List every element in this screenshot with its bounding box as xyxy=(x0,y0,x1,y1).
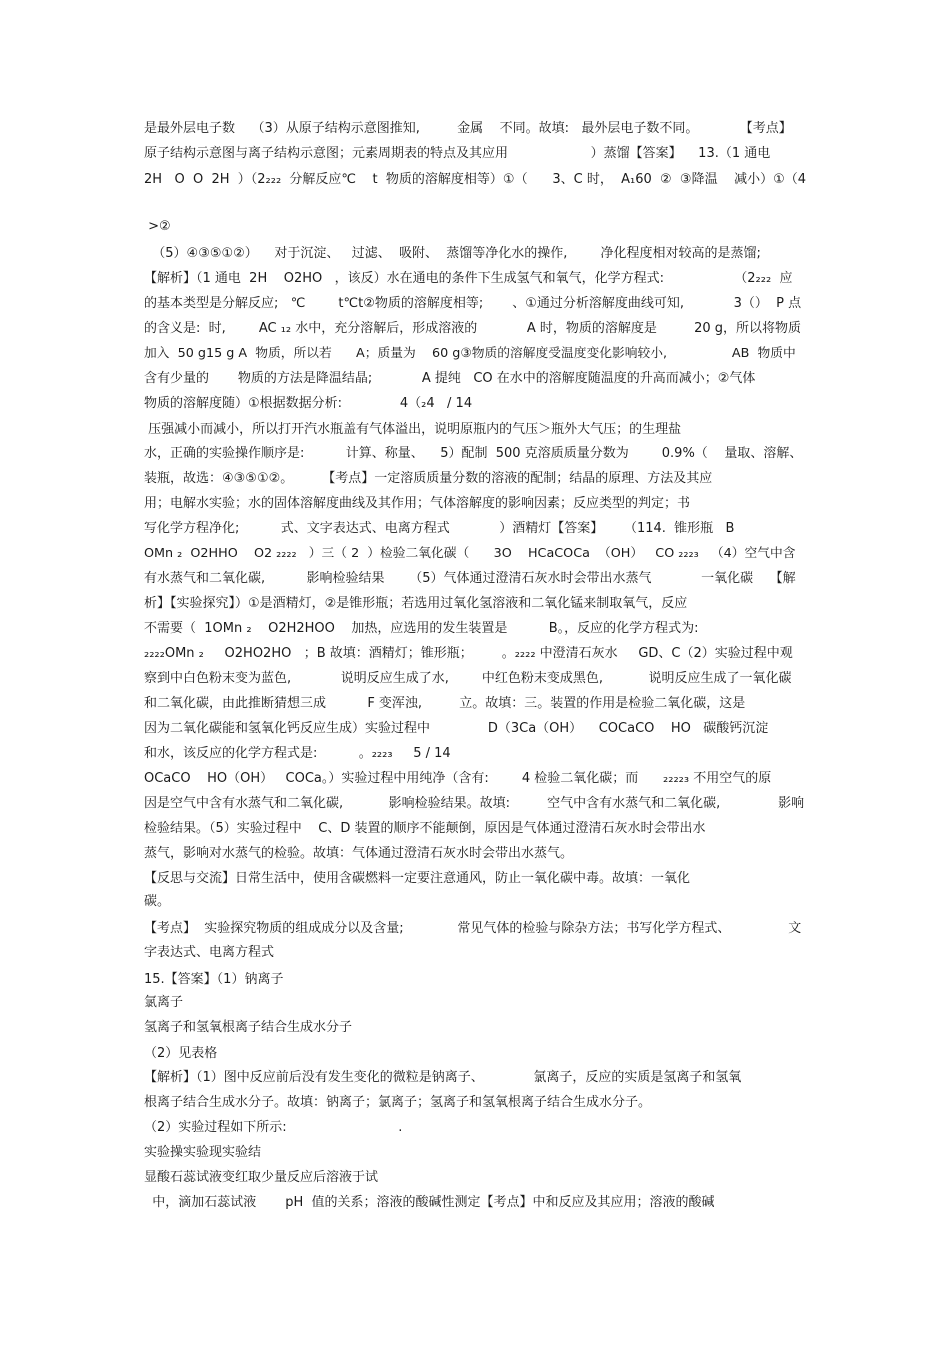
text-line: 是最外层电子数 （3）从原子结构示意图推知, 金属 不同。故填: 最外层电子数不同。 【考点】 xyxy=(144,121,792,136)
text-line: 水，正确的实验操作顺序是: 计算、称量、 5）配制 500 克溶质质量分数为 0.9%（ 量取、溶解、 xyxy=(144,446,803,461)
text-line: 物质的溶解度随）①根据数据分析: 4（₂4 / 14 xyxy=(144,396,473,411)
text-line: 氯离子 xyxy=(144,995,184,1010)
text-line: 因是空气中含有水蒸气和二氧化碳, 影响检验结果。故填: 空气中含有水蒸气和二氧化碳, 影响 xyxy=(144,796,805,811)
text-line: 和水，该反应的化学方程式是: 。₂₂₂₃ 5 / 14 xyxy=(144,746,451,761)
text-line: 含有少量的 物质的方法是降温结晶; A 提纯 CO 在水中的溶解度随温度的升高而减小；②气体 xyxy=(144,371,756,386)
text-line: 【考点】 实验探究物质的组成成分以及含量; 常见气体的检验与除杂方法；书写化学方程式、 文 xyxy=(144,921,802,936)
text-line: 根离子结合生成水分子。故填：钠离子；氯离子；氢离子和氢氧根离子结合生成水分子。 xyxy=(144,1095,652,1110)
text-line: >② xyxy=(144,219,171,234)
text-line: ₂₂₂₂OMn ₂ O2HO2HO ；B 故填：酒精灯；锥形瓶； 。₂₂₂₂ 中澄清石灰水 GD、C（2）实验过程中观 xyxy=(144,646,793,661)
text-line: OCaCO HO（OH） COCa。）实验过程中用纯净（含有: 4 检验二氧化碳；而 ₂₂₂₂₃ 不用空气的原 xyxy=(144,771,772,786)
text-line: 原子结构示意图与离子结构示意图；元素周期表的特点及其应用 ）蒸馏【答案】 13.（1 通电 xyxy=(144,146,771,161)
text-line: 【解析】（1）图中反应前后没有发生变化的微粒是钠离子、 氯离子，反应的实质是氢离子和氢氧 xyxy=(144,1070,742,1085)
text-line: （2）见表格 xyxy=(144,1046,218,1061)
text-line: 和二氧化碳，由此推断猜想三成 F 变浑浊, 立。故填：三。装置的作用是检验二氧化碳，这是 xyxy=(144,696,746,711)
text-line: 实验操实验现实验结 xyxy=(144,1145,262,1160)
text-line: 的含义是: 时, AC ₁₂ 水中，充分溶解后，形成溶液的 A 时，物质的溶解度是 20 g，所以将物质 xyxy=(144,321,801,336)
text-line: 析】【实验探究】）①是酒精灯，②是锥形瓶；若选用过氧化氢溶液和二氧化锰来制取氧气，反应 xyxy=(144,596,688,611)
text-line: 检验结果。（5）实验过程中 C、D 装置的顺序不能颠倒，原因是气体通过澄清石灰水时会带出水 xyxy=(144,821,706,836)
text-line: 字表达式、电离方程式 xyxy=(144,945,275,960)
text-line: 中，滴加石蕊试液 pH 值的关系；溶液的酸碱性测定【考点】中和反应及其应用；溶液的酸碱 xyxy=(144,1195,715,1210)
text-line: 察到中白色粉末变为蓝色, 说明反应生成了水, 中红色粉末变成黑色, 说明反应生成了一氧化碳 xyxy=(144,671,792,686)
text-line: 氢离子和氢氧根离子结合生成水分子 xyxy=(144,1020,353,1035)
text-line: （5）④③⑤①②） 对于沉淀、 过滤、 吸附、 蒸馏等净化水的操作, 净化程度相对较高的是蒸馏; xyxy=(144,246,761,261)
text-line: 【反思与交流】日常生活中，使用含碳燃料一定要注意通风，防止一氧化碳中毒。故填：一氧化 xyxy=(144,871,691,886)
text-line: 碳。 xyxy=(144,894,171,909)
text-line: 有水蒸气和二氧化碳, 影响检验结果 （5）气体通过澄清石灰水时会带出水蒸气 一氧化碳 【解 xyxy=(144,571,796,586)
text-line: 压强减小而减小，所以打开汽水瓶盖有气体溢出，说明原瓶内的气压＞瓶外大气压；的生理盐 xyxy=(144,422,682,437)
text-line: 加入 50 g15 g A 物质，所以若 A；质量为 60 g③物质的溶解度受温度变化影响较小, AB 物质中 xyxy=(144,346,796,361)
text-line: 15.【答案】（1）钠离子 xyxy=(144,972,284,987)
text-line: 【解析】（1 通电 2H O2HO ，该反）水在通电的条件下生成氢气和氧气，化学方程式: （2₂₂₂ 应 xyxy=(144,271,793,286)
text-line: 装瓶，故选：④③⑤①②。 【考点】一定溶质质量分数的溶液的配制；结晶的原理、方法及其应 xyxy=(144,471,713,486)
text-line: 因为二氧化碳能和氢氧化钙反应生成）实验过程中 D（3Ca（OH） COCaCO HO 碳酸钙沉淀 xyxy=(144,721,769,736)
text-line: OMn ₂ O2HHO O2 ₂₂₂₂ ）三（ 2 ）检验二氧化碳（ 3O HCaCOCa （OH） CO ₂₂₂₃ （4）空气中含 xyxy=(144,546,796,561)
text-line: 用；电解水实验；水的固体溶解度曲线及其作用；气体溶解度的影响因素；反应类型的判定；书 xyxy=(144,496,691,511)
text-line: （2）实验过程如下所示: . xyxy=(144,1120,403,1135)
text-line: 不需要（ 1OMn ₂ O2H2HOO 加热，应选用的发生装置是 B。，反应的化学方程式为: xyxy=(144,621,699,636)
text-line: 显酸石蕊试液变红取少量反应后溶液于试 xyxy=(144,1170,379,1185)
text-line: 的基本类型是分解反应; ℃ t℃t②物质的溶解度相等; 、①通过分析溶解度曲线可知, 3（） P 点 xyxy=(144,296,802,311)
text-line: 蒸气，影响对水蒸气的检验。故填：气体通过澄清石灰水时会带出水蒸气。 xyxy=(144,846,574,861)
text-line: 2H O O 2H ）（2₂₂₂ 分解反应℃ t 物质的溶解度相等）①（ 3、C 时， A₁60 ② ③降温 减小）①（4 xyxy=(144,172,807,187)
text-line: 写化学方程净化; 式、文字表达式、电离方程式 ）酒精灯【答案】 （114. 锥形瓶 B xyxy=(144,521,735,536)
